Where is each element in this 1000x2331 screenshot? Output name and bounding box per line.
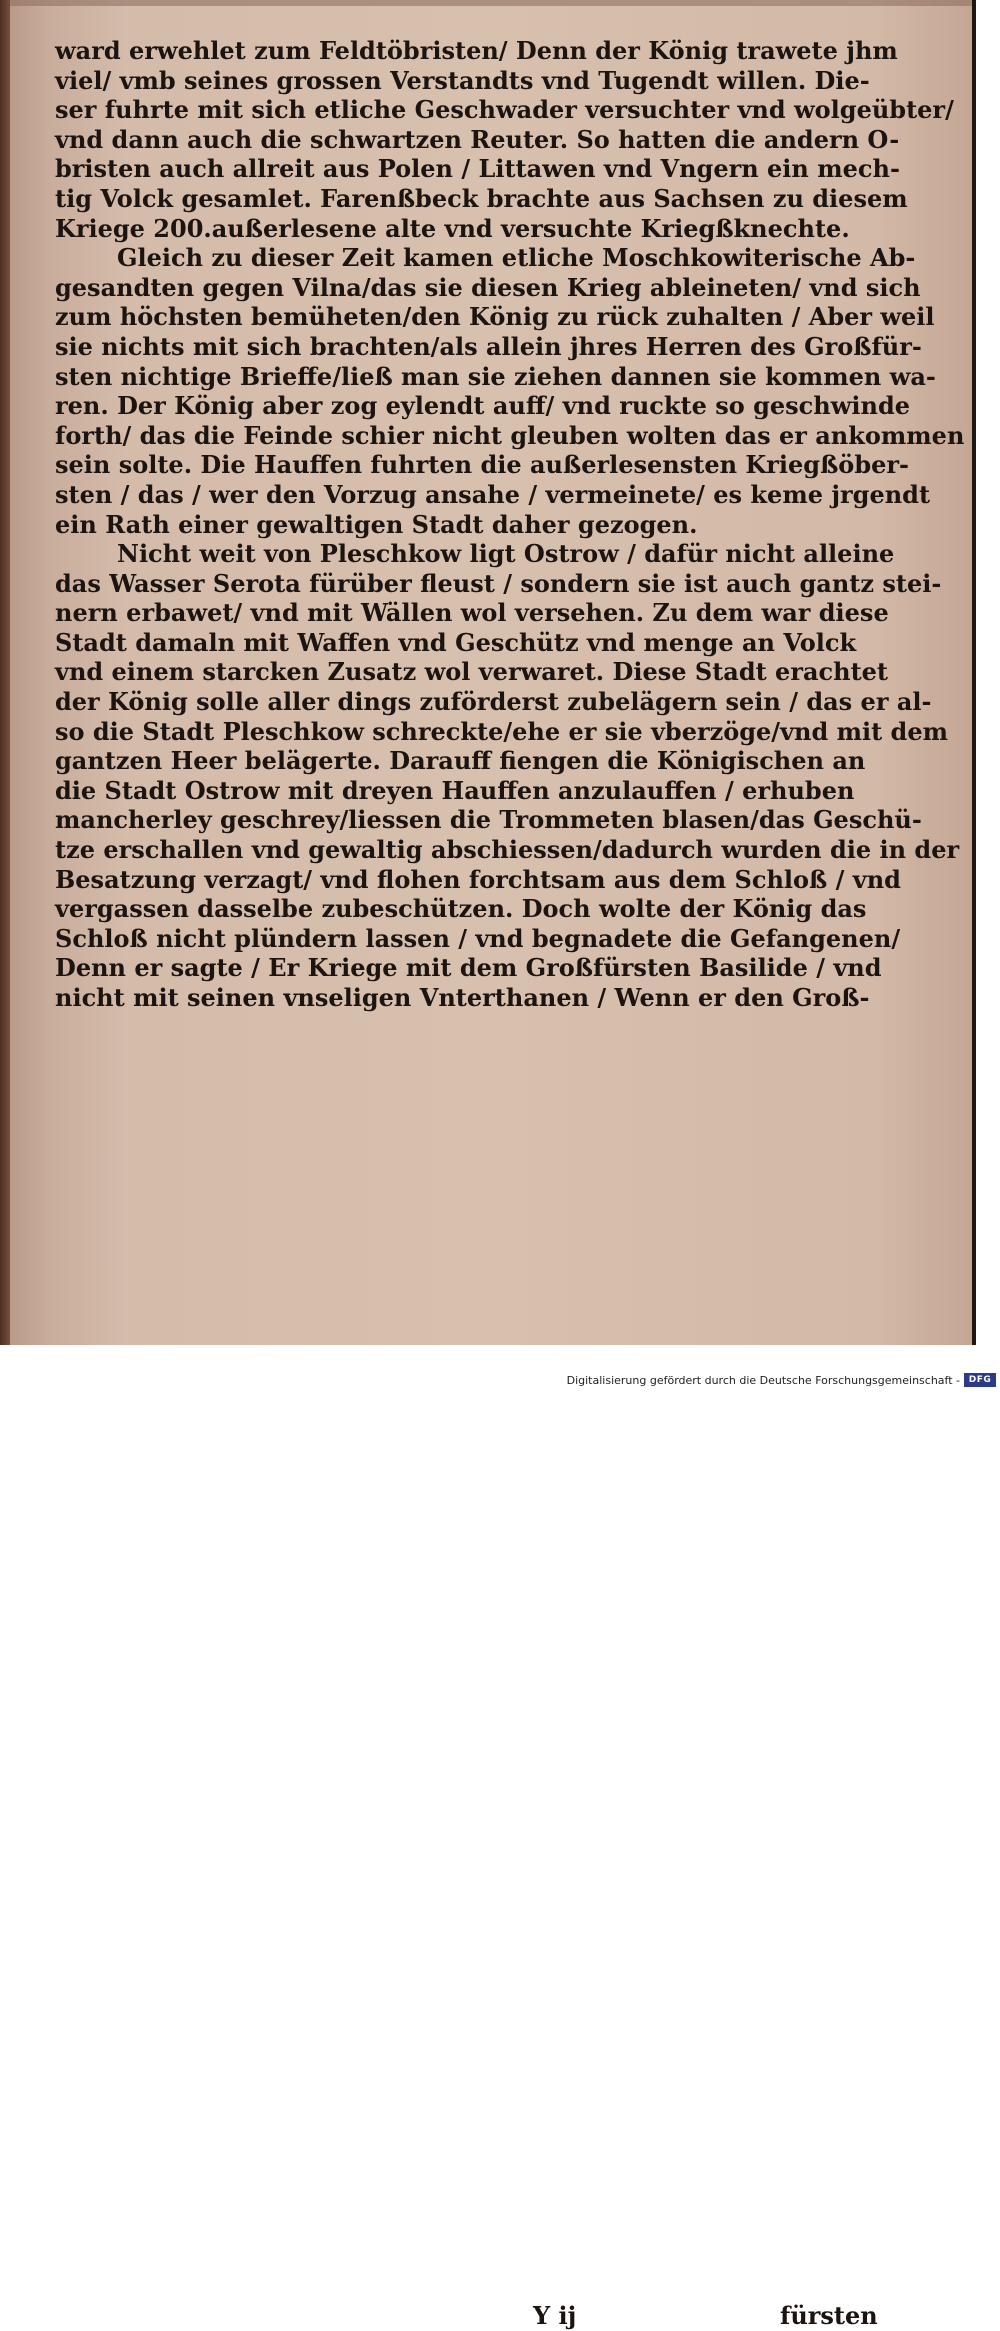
text-line: nicht mit seinen vnseligen Vnterthanen / Wenn er den Groß- [55, 983, 870, 1012]
signature-mark: Y ij [533, 2301, 577, 2330]
text-line: die Stadt Ostrow mit dreyen Hauffen anzulauffen / erhuben [55, 775, 855, 805]
text-line: Kriege 200.außerlesene alte vnd versuchte Kriegßknechte. [55, 213, 850, 243]
text-line: sein solte. Die Hauffen fuhrten die außerlesensten Kriegßöber- [55, 450, 909, 480]
text-line: tze erschallen vnd gewaltig abschiessen/dadurch wurden die in der [55, 835, 960, 865]
text-line: das Wasser Serota fürüber fleust / sondern sie ist auch gantz stei- [55, 568, 942, 598]
text-line: so die Stadt Pleschkow schreckte/ehe er sie vberzöge/vnd mit dem [55, 716, 948, 746]
text-line: vnd dann auch die schwartzen Reuter. So hatten die andern O- [55, 124, 900, 154]
text-line: sten / das / wer den Vorzug ansahe / vermeinete/ es keme jrgendt [55, 479, 931, 509]
paragraph-start-line: Gleich zu dieser Zeit kamen etliche Moschkowiterische Ab- [117, 243, 916, 273]
page-top-shadow [10, 0, 972, 6]
catchword: fürsten [780, 2301, 878, 2330]
text-line: Schloß nicht plündern lassen / vnd begnadete die Gefangenen/ [55, 923, 901, 953]
text-line: sie nichts mit sich brachten/als allein jhres Herren des Großfür- [55, 331, 922, 361]
text-line: zum höchsten bemüheten/den König zu rück zuhalten / Aber weil [55, 302, 935, 332]
text-line: Besatzung verzagt/ vnd flohen forchtsam aus dem Schloß / vnd [55, 864, 901, 894]
text-line: Denn er sagte / Er Kriege mit dem Großfürsten Basilide / vnd [55, 953, 882, 983]
text-line: der König solle aller dings zuförderst zubelägern sein / das er al- [55, 687, 932, 717]
text-line: vnd einem starcken Zusatz wol verwaret. Diese Stadt erachtet [55, 657, 889, 687]
digitization-credit-bar [0, 1372, 1000, 1390]
text-line: Stadt damaln mit Waffen vnd Geschütz vnd menge an Volck [55, 627, 857, 657]
text-line: nern erbawet/ vnd mit Wällen wol versehen. Zu dem war diese [55, 598, 889, 628]
text-line: bristen auch allreit aus Polen / Littawen vnd Vngern ein mech- [55, 154, 900, 184]
text-line: mancherley geschrey/liessen die Trommeten blasen/das Geschü- [55, 805, 922, 835]
paragraph-start-line: Nicht weit von Pleschkow ligt Ostrow / dafür nicht alleine [117, 539, 895, 569]
text-line: ein Rath einer gewaltigen Stadt daher gezogen. [55, 509, 698, 539]
text-line: viel/ vmb seines grossen Verstandts vnd Tugendt willen. Die- [55, 65, 870, 95]
text-line: ren. Der König aber zog eylendt auff/ vnd ruckte so geschwinde [55, 391, 911, 421]
text-line: gesandten gegen Vilna/das sie diesen Krieg ableineten/ vnd sich [55, 272, 921, 302]
credit-text: Digitalisierung gefördert durch die Deutsche Forschungsgemeinschaft - [566, 1374, 960, 1387]
text-line: gantzen Heer belägerte. Darauff fiengen die Königischen an [55, 746, 866, 776]
dfg-logo: DFG [964, 1373, 996, 1387]
text-line: ward erwehlet zum Feldtöbristen/ Denn der König trawete jhm [55, 36, 898, 65]
text-line: vergassen dasselbe zubeschützen. Doch wolte der König das [55, 894, 867, 924]
text-line: ser fuhrte mit sich etliche Geschwader versuchter vnd wolgeübter/ [55, 95, 954, 125]
text-line: forth/ das die Feinde schier nicht gleuben wolten das er ankommen [55, 420, 965, 450]
text-line: sten nichtige Brieffe/ließ man sie ziehen dannen sie kommen wa- [55, 361, 936, 391]
text-line: tig Volck gesamlet. Farenßbeck brachte aus Sachsen zu diesem [55, 183, 908, 213]
